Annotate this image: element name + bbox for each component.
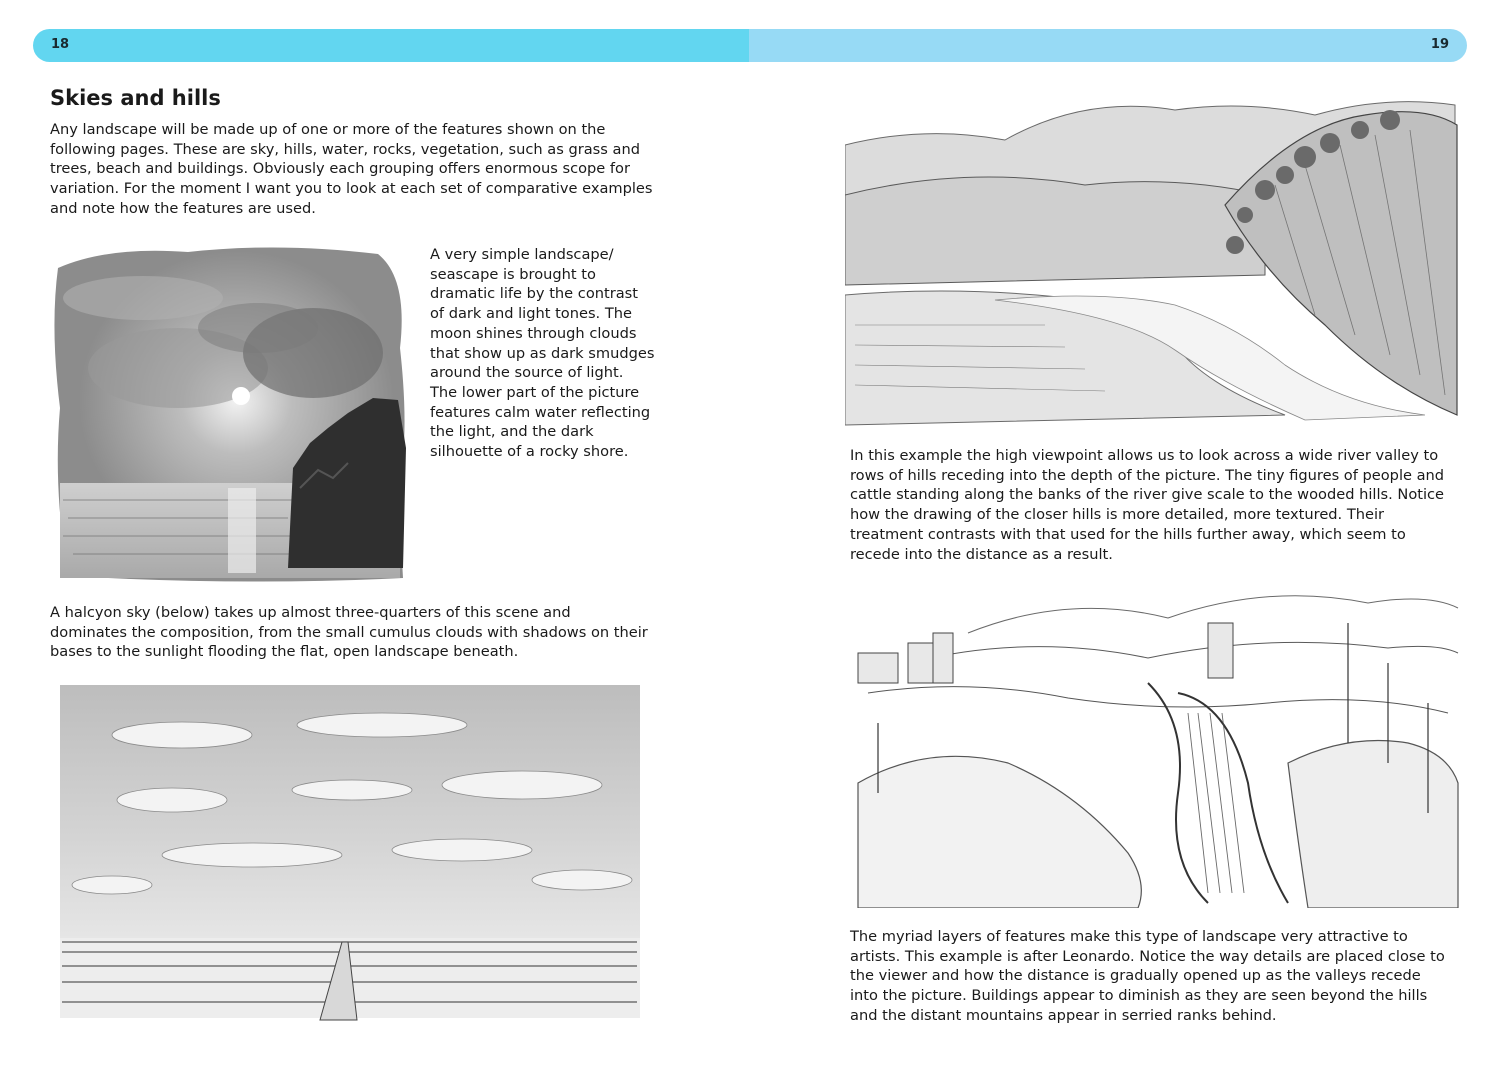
sky-caption: A halcyon sky (below) takes up almost three-quarters of this scene and dominates the composition, from the small cumulus clouds with shadows on their bases to the sunlight flooding the flat, open landscape beneath. bbox=[50, 604, 648, 661]
page-number-left: 18 bbox=[51, 37, 70, 52]
header-bar bbox=[33, 29, 1467, 62]
header-left-page bbox=[33, 29, 749, 62]
page-title: Skies and hills bbox=[50, 86, 221, 110]
halcyon-sky-illustration bbox=[52, 680, 644, 1025]
leonardo-landscape-illustration bbox=[848, 563, 1460, 908]
header-right-page bbox=[749, 29, 1467, 62]
page-number-right: 19 bbox=[1430, 37, 1449, 52]
moon-description: A very simple landscape/ seascape is brought to dramatic life by the contrast of dark and light tones. The moon shines through clouds that show up as dark smudges around the source of light. The lower part of the picture features calm water reflecting the light, and the dark silhouette of a rocky shore. bbox=[430, 246, 655, 461]
intro-paragraph: Any landscape will be made up of one or more of the features shown on the following pages. These are sky, hills, water, rocks, vegetation, such as grass and trees, beach and buildings. Obviously each grouping offers enormous scope for variation. For the moment I want you to look at each set of comparative examples and note how the features are used. bbox=[50, 121, 653, 217]
moonlit-seascape-illustration bbox=[48, 238, 413, 583]
valley-caption: In this example the high viewpoint allows us to look across a wide river valley to rows of hills receding into the depth of the picture. The tiny figures of people and cattle standing along the banks of the river give scale to the wooded hills. Notice how the drawing of the closer hills is more detailed, more textured. Their treatment contrasts with that used for the hills further away, which seem to recede into the distance as a result. bbox=[850, 447, 1445, 563]
leonardo-caption: The myriad layers of features make this type of landscape very attractive to artists. This example is after Leonardo. Notice the way details are placed close to the viewer and how the distance is gradually opened up as the valleys recede into the picture. Buildings appear to diminish as they are seen beyond the hills and the distant mountains appear in serried ranks behind. bbox=[850, 928, 1445, 1024]
river-valley-illustration bbox=[845, 85, 1460, 430]
